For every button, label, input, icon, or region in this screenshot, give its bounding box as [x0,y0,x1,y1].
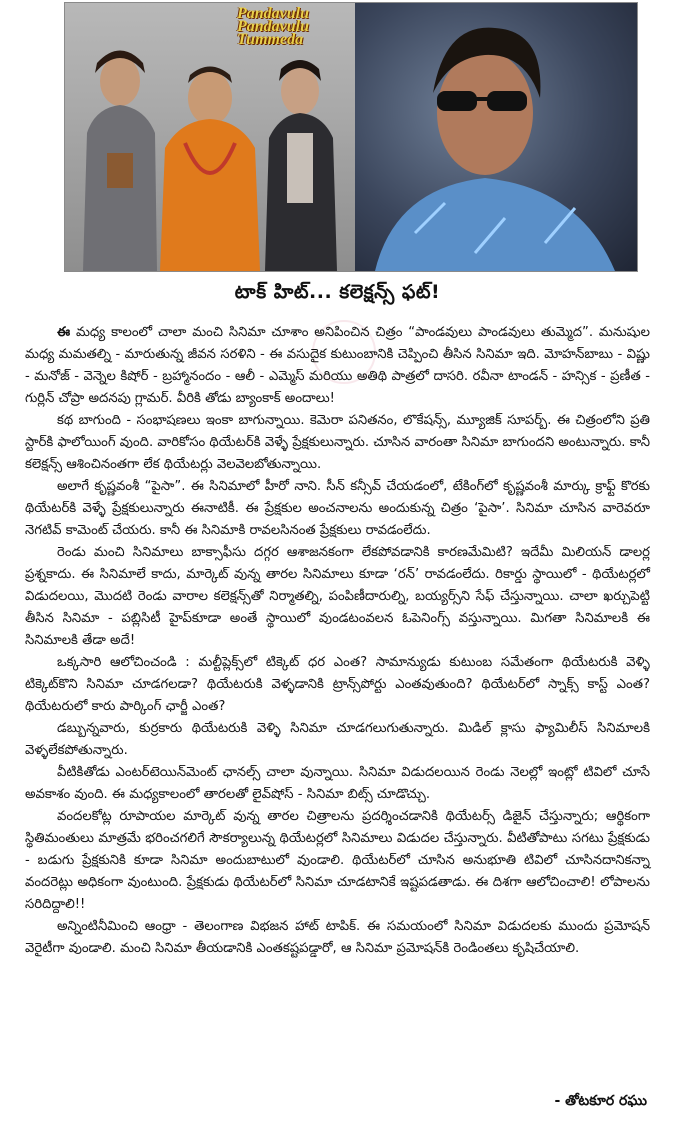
paragraph: అన్నింటినీమించి ఆంధ్రా - తెలంగాణ విభజన హాట్ టాపిక్. ఈ సమయంలో సినిమా విడుదలకు ముందు ప్రమోషన్ వెరైటీగా వుండాలి. మంచి సినిమా తీయడానికి ఎంతకష్టపడ్డారో, ఆ సినిమా ప్రమోషన్‌కి రెండింతలు కృషిచేయాలి. [25,919,650,956]
paragraph: వీటికితోడు ఎంటర్‌టెయిన్‌మెంట్ ఛానల్స్ చాలా వున్నాయి. సినిమా విడుదలయిన రెండు నెలల్లో ఇంట్లో టివిలో చూసే అవకాశం వుంది. ఈ మధ్యకాలంలో తారలతో లైవ్‌షోస్ - సినిమా బిట్స్ చూడొచ్చు. [25,765,650,802]
paragraph: రెండు మంచి సినిమాలు బాక్సాఫీసు దగ్గర ఆశాజనకంగా లేకపోవడానికి కారణమేమిటి? ఇదేమీ మిలియన్ డాలర్ల ప్రశ్నకాదు. ఈ సినిమాలే కాదు, మార్కెట్ వున్న తారల సినిమాలు కూడా ‘రన్’ రావడంలేదు. రికార్డు స్థాయిలో - థియేటర్లలో విడుదలయి, మొదటి రెండు వారాల కలెక్షన్స్‌తో నిర్మాతల్ని, పంపిణీదారుల్ని, బయ్యర్స్‌ని సేఫ్ చేస్తున్నాయి. చాలా ఖర్చుపెట్టి తీసిన సినిమా - పబ్లిసిటీ హైప్‌కూడా అంతే స్థాయిలో వుండటంవలన ఓపెనింగ్స్ వస్తున్నాయి. మిగతా సినిమాలకి ఈ సినిమాలకి తేడా అదే! [25,545,650,648]
paragraph: వందలకోట్ల రూపాయల మార్కెట్ వున్న తారల చిత్రాలను ప్రదర్శించడానికి థియేటర్స్ డిజైన్ చేస్తున్నారు; ఆర్థికంగా స్థితిమంతులు మాత్రమే భరించగలిగే సౌకర్యాలున్న థియేటర్లలో సినిమాలు విడుదల చేస్తున్నారు. వీటితోపాటు సగటు ప్రేక్షకుడు - బడుగు ప్రేక్షకునికి కూడా సినిమా అందుబాటులో వుండాలి. థియేటర్‌లో చూసిన అనుభూతి టివిలో చూసినదానికన్నా వందరెట్లు అధికంగా వుంటుంది. ప్రేక్షకుడు థియేటర్‌లో సినిమా చూడటానికే ఇష్టపడతాడు. ఈ దిశగా ఆలోచించాలి! లోపాలను సరిదిద్దాలి!! [25,809,650,912]
banner-image [64,2,638,272]
article-body [25,322,650,960]
paragraph: డబ్బున్నవారు, కుర్రకారు థియేటరుకి వెళ్ళి సినిమా చూడగలుగుతున్నారు. మిడిల్ క్లాసు ఫ్యామిలీస్ సినిమాలకి వెళ్ళలేకపోతున్నారు. [25,721,650,758]
actor-figure [355,3,637,271]
poster-title-text: Pandavulu Pandavulu Tummeda [237,5,310,48]
article-title: టాక్ హిట్... కలెక్షన్స్ ఫట్! [234,281,441,303]
movie-poster-image [65,3,355,271]
author-name: - తోటకూర రఘు [554,1093,647,1109]
paragraph: ఈ మధ్య కాలంలో చాలా మంచి సినిమా చూశాం అనిపించిన చిత్రం “పాండవులు పాండవులు తుమ్మెద”. మనుషుల మధ్య మమతల్ని - మారుతున్న జీవన సరళిని - ఈ వసుదైక కుటుంబానికి చెప్పించి తీసిన సినిమా ఇది. మోహన్‌బాబు - విష్ణు - మనోజ్ - వెన్నెల కిషోర్ - బ్రహ్మానందం - ఆలీ - ఎమ్మెస్ మరియు అతిథి పాత్రలో దాసరి. రవీనా టాండన్ - హన్సిక - ప్రణీత - గుర్లిన్ చోప్రా అదనపు గ్లామర్. వీరికి తోడు బ్యాంకాక్ అందాలు! [25,325,650,406]
actor-photo [355,3,637,271]
paragraph: కథ బాగుంది - సంభాషణలు ఇంకా బాగున్నాయి. కెమెరా పనితనం, లొకేషన్స్, మ్యూజిక్ సూపర్బ్. ఈ చిత్రంలోని ప్రతి స్టార్‌కి ఫాలోయింగ్ వుంది. వారికోసం థియేటర్‌కి వెళ్ళే ప్రేక్షకులున్నారు. చూసిన వారంతా సినిమా బాగుందని అంటున్నారు. కానీ కలెక్షన్స్ ఆశించినంతగా లేక థియేటర్లు వెలవెలబోతున్నాయి. [25,413,650,472]
paragraph: అలాగే కృష్ణవంశీ “పైసా”. ఈ సినిమాలో హీరో నాని. సీన్ కన్సీవ్ చేయడంలో, టేకింగ్‌లో కృష్ణవంశీ మార్కు క్రాఫ్ట్ కొరకు థియేటర్‌కి వెళ్ళే ప్రేక్షకులున్నారు ఈనాటికీ. ఈ ప్రేక్షకుల అంచనాలను అందుకున్న చిత్రం ‘పైసా’. సినిమా చూసిన వారెవరూ నెగటివ్ కామెంట్ చేయరు. కానీ ఈ సినిమాకి రావలసినంత ప్రేక్షకులు రావడంలేదు. [25,479,650,538]
paragraph: ఒక్కసారి ఆలోచించండి : మల్టీప్లెక్స్‌లో టిక్కెట్ ధర ఎంత? సామాన్యుడు కుటుంబ సమేతంగా థియేటరుకి వెళ్ళి టిక్కెట్‌కొని సినిమా చూడగలడా? థియేటరుకి వెళ్ళడానికి ట్రాన్స్‌పోర్టు ఎంతవుతుంది? థియేటర్‌లో స్నాక్స్ కాస్ట్ ఎంత? థియేటరులో కారు పార్కింగ్ ఛార్జీ ఎంత? [25,655,650,714]
